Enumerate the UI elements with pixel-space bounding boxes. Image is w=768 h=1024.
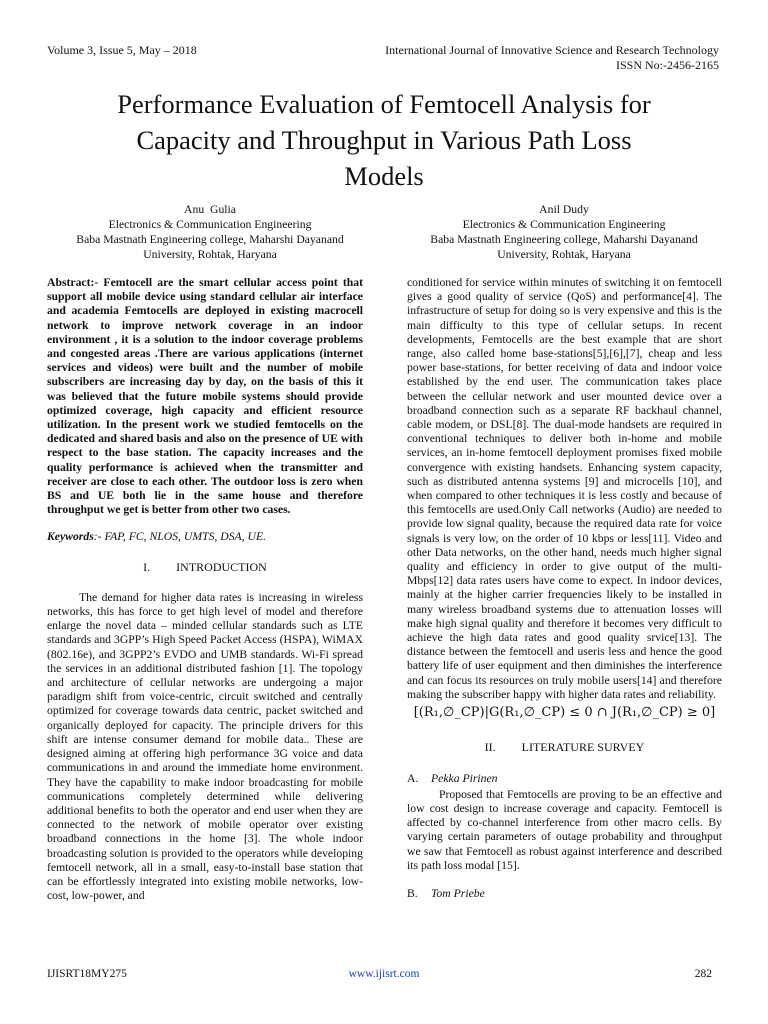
subsection-label: A. bbox=[407, 771, 419, 785]
section-number: I. bbox=[143, 559, 151, 574]
paper-title bbox=[40, 86, 728, 194]
author-department: Electronics & Communication Engineering bbox=[462, 218, 666, 231]
literature-paragraph: Proposed that Femtocells are proving to be an effective and low cost design to increase coverage and capacity. Femtocell is affected by co-channel interference from other macro cells. By varying certain parameters of outage probability and throughput we saw that Femtocell as robust against interference and described its path loss modal [15]. bbox=[407, 787, 722, 872]
section-title: LITERATURE SURVEY bbox=[521, 740, 645, 755]
journal-issn: ISSN No:-2456-2165 bbox=[615, 58, 719, 72]
journal-name bbox=[385, 43, 719, 73]
keywords-text: :- FAP, FC, NLOS, UMTS, DSA, UE. bbox=[93, 530, 267, 544]
right-column bbox=[407, 276, 722, 903]
author-name: Anil Dudy bbox=[539, 203, 589, 216]
introduction-paragraph: The demand for higher data rates is increasing in wireless networks, this has force to get high level of model and therefore enlarge the novel data – minded cellular standards such as LTE standards and 3GPP’s High Speed Packet Access (HSPA), WiMAX (802.16e), and 3GPP2’s EVDO and UMB standards. Wi-Fi spread the services in an additional distributed fashion [1]. The topology and architecture of cellular networks are undergoing a major paradigm shift from voice-centric, circuit switched and centrally optimized for coverage towards data centric, packet switched and organically deployed for capacity. The principle drivers for this shift are intense consumer demand for mobile data.. These are designed aiming at offering high performance 3G voice and data communications in and around the immediate home environment. They have the capability to make indoor broadcasting for mobile communications completely determined while delivering additional benefits to both the operator and end user when they are connected to the network of mobile operator over existing broadband connections in the home [3]. The whole indoor broadcasting solution is provided to the operators while developing femtocell network, all in a small, easy-to-install base station that can be effortlessly integrated into existing mobile networks, low-cost, low-power, and bbox=[47, 590, 363, 903]
keywords bbox=[47, 530, 363, 544]
author-department: Electronics & Communication Engineering bbox=[108, 218, 312, 231]
footer-website-link[interactable]: www.ijisrt.com bbox=[348, 968, 420, 980]
subsection-title: Pekka Pirinen bbox=[431, 771, 498, 785]
title-line-1: Performance Evaluation of Femtocell Analysis for bbox=[117, 89, 651, 119]
abstract: Abstract:- Femtocell are the smart cellular access point that support all mobile device using standard cellular air interface and academia Femtocells are deployed in existing macrocell network to improve network coverage in an indoor environment , it is a solution to the indoor coverage problems and congested areas .There are various applications (internet services and videos) were built and the number of mobile subscribers are increasing day by day, on the basis of this it was believed that the future mobile systems should provide optimized coverage, high capacity and efficient resource utilization. In the present work we studied femtocells on the dedicated and shared basis and also on the presence of UE with respect to the base station. The capacity increases and the quality performance is achieved when the transmitter and receiver are close to each other. The outdoor loss is zero when BS and UE both lie in the same house and therefore throughput we get is better from other two cases. bbox=[47, 276, 363, 517]
journal-title: International Journal of Innovative Science and Research Technology bbox=[385, 43, 719, 57]
left-column bbox=[47, 276, 363, 903]
author-university: University, Rohtak, Haryana bbox=[143, 248, 277, 261]
title-line-3: Models bbox=[344, 161, 424, 191]
author-name: Anu Gulia bbox=[184, 203, 236, 216]
keywords-label: Keywords bbox=[47, 530, 94, 544]
journal-volume: Volume 3, Issue 5, May – 2018 bbox=[47, 43, 197, 57]
section-heading-introduction bbox=[47, 560, 363, 574]
section-title: INTRODUCTION bbox=[176, 559, 267, 574]
title-line-2: Capacity and Throughput in Various Path Loss bbox=[136, 125, 632, 155]
author-block-1 bbox=[47, 202, 373, 262]
subsection-heading-a bbox=[407, 772, 722, 786]
author-university: University, Rohtak, Haryana bbox=[497, 248, 631, 261]
section-heading-literature-survey bbox=[407, 740, 722, 754]
subsection-title: Tom Priebe bbox=[431, 886, 485, 900]
author-institution: Baba Mastnath Engineering college, Maharshi Dayanand bbox=[76, 233, 344, 246]
page-number: 282 bbox=[694, 968, 712, 980]
equation: [(R₁,∅_CP)|G(R₁,∅_CP) ≤ 0 ∩ J(R₁,∅_CP) ≥ 0] bbox=[413, 705, 716, 721]
introduction-paragraph-continued: conditioned for service within minutes of switching it on femtocell gives a good quality of service (QoS) and performance[4]. The infrastructure of setup for doing so is very expensive and this is the main difficulty to this type of cellular setups. In recent developments, Femtocells are the best example that are short range, also called home base-stations[5],[6],[7], cheap and less power base-stations, for better receiving of data and indoor voice established by the end user. The communication takes place between the cellular network and user mounted device over a broadband connection such as a separate RF backhaul channel, cable modem, or DSL[8]. The dual-mode handsets are required in conventional techniques to deliver both in-home and mobile services, an in-home femtocell deployment promises fixed mobile convergence with existing handsets. Enhancing system capacity, such as distributed antenna systems [9] and microcells [10], and when compared to other techniques it is less costly and because of this femtocells are used.Only Call networks (Audio) are needed to provide low signal quality, because the required data rate for voice signals is very low, on the order of 10 kbps or less[11]. Video and other Data networks, on the other hand, needs much higher signal quality and efficiency in order to give output of the multi-Mbps[12] data rates users have come to expect. In indoor devices, mainly at the higher carrier frequencies likely to be installed in many wireless broadband systems due to attenuation losses will make high signal quality and therefore it becomes very difficult to achieve the high data rates and good quality srvice[13]. The distance between the femtocell and useris less and hence the good battery life of user equipment and then diminishes the interference and can focus its resources on truly mobile users[14] and therefore making the subscriber happy with higher data rates and reliability. bbox=[407, 276, 722, 701]
author-block-2 bbox=[400, 202, 728, 262]
author-institution: Baba Mastnath Engineering college, Maharshi Dayanand bbox=[430, 233, 698, 246]
subsection-label: B. bbox=[407, 886, 418, 900]
subsection-heading-b bbox=[407, 887, 722, 901]
footer-paper-id: IJISRT18MY275 bbox=[47, 968, 127, 980]
section-number: II. bbox=[484, 740, 496, 755]
